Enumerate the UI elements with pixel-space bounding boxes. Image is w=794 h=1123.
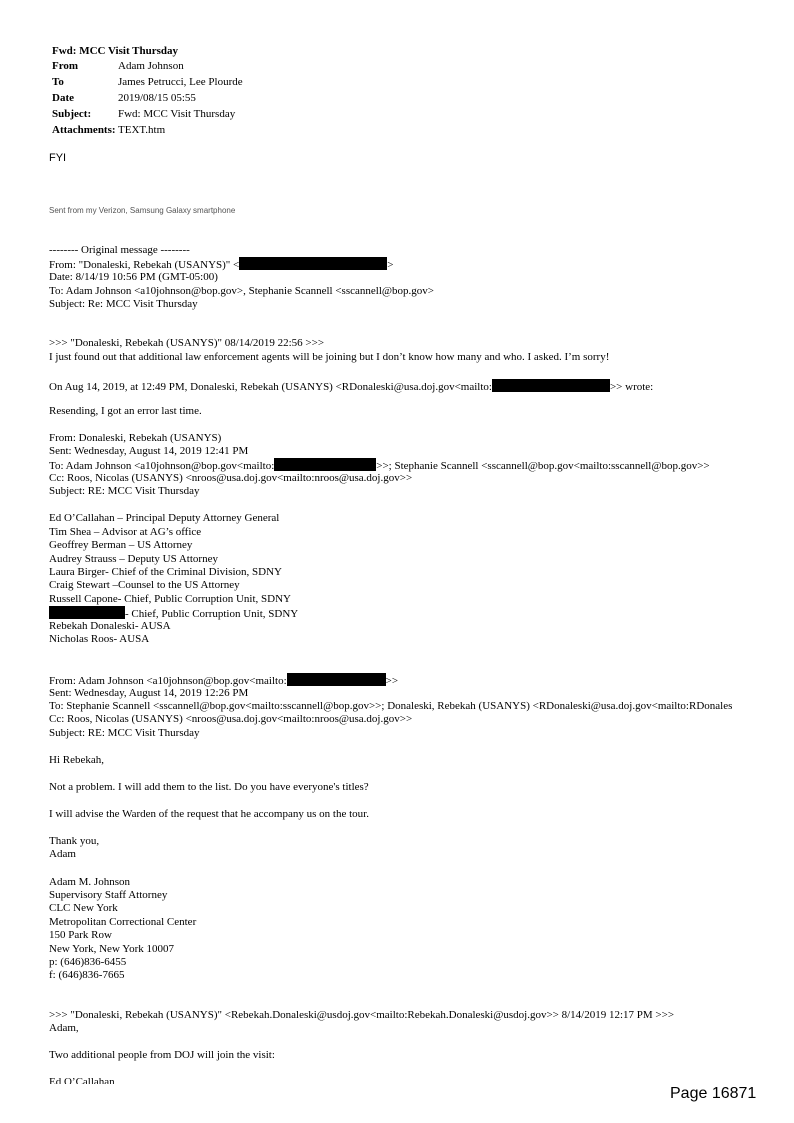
header-key: From [52,60,79,72]
on-aug-pre: On Aug 14, 2019, at 12:49 PM, Donaleski, Rebekah (USANYS) <RDonaleski@usa.doj.gov<mailto: [49,381,492,393]
msg2-subject: Subject: RE: MCC Visit Thursday [49,485,200,497]
quote2-header: >>> "Donaleski, Rebekah (USANYS)" <Rebekah.Donaleski@usdoj.gov<mailto:Rebekah.Donaleski@usdoj.gov>> 8/14/2019 12:17 PM >>> [49,1009,675,1021]
attendee-line: Laura Birger- Chief of the Criminal Division, SDNY [49,566,282,578]
orig-from-post: > [387,259,394,271]
orig-subject-line: Subject: Re: MCC Visit Thursday [49,298,198,310]
signature-line: CLC New York [49,902,118,914]
attendee-line: Ed O’Callahan – Principal Deputy Attorney General [49,512,280,524]
msg3-from-post: >> [385,675,399,687]
attendee-redacted-suffix: - Chief, Public Corruption Unit, SDNY [125,608,299,620]
header-row-to [52,76,243,92]
header-value: Fwd: MCC Visit Thursday [118,108,236,120]
page-number: Page 16871 [670,1085,757,1102]
orig-from-line [49,257,393,271]
msg2-to-line [49,458,710,472]
msg2-to-post: >>; Stephanie Scannell <sscannell@bop.gov<mailto:sscannell@bop.gov>> [376,460,710,472]
header-value: Adam Johnson [118,60,184,72]
quote2-cut-line: Ed O’Callahan [49,1076,115,1084]
paragraph-1: Not a problem. I will add them to the list. Do you have everyone's titles? [49,781,369,793]
paragraph-2: I will advise the Warden of the request that he accompany us on the tour. [49,808,369,820]
attendee-line: Craig Stewart –Counsel to the US Attorney [49,579,240,591]
signature-line: Metropolitan Correctional Center [49,916,197,928]
greeting: Hi Rebekah, [49,754,104,766]
attendee-line: Nicholas Roos- AUSA [49,633,150,645]
attendee-line: Tim Shea – Advisor at AG’s office [49,526,202,538]
msg3-cc: Cc: Roos, Nicolas (USANYS) <nroos@usa.doj.gov<mailto:nroos@usa.doj.gov>> [49,713,413,725]
msg3-from-line [49,673,398,687]
original-message-marker: -------- Original message -------- [49,244,190,256]
sign-name: Adam [49,848,76,860]
redaction-box [274,458,376,471]
orig-date-line: Date: 8/14/19 10:56 PM (GMT-05:00) [49,271,218,283]
header-value: James Petrucci, Lee Plourde [118,76,243,88]
msg2-to-pre: To: Adam Johnson <a10johnson@bop.gov<mailto: [49,460,275,472]
orig-to-line: To: Adam Johnson <a10johnson@bop.gov>, Stephanie Scannell <sscannell@bop.gov> [49,285,434,297]
orig-from-pre: From: "Donaleski, Rebekah (USANYS)" < [49,259,240,271]
attendee-line: Rebekah Donaleski- AUSA [49,620,171,632]
signature-line: New York, New York 10007 [49,943,174,955]
attendee-line: Geoffrey Berman – US Attorney [49,539,193,551]
redaction-box [49,606,125,619]
fyi-text: FYI [49,152,67,164]
header-row-attachments [52,124,243,140]
redaction-box [239,257,387,270]
quote2-text: Two additional people from DOJ will join the visit: [49,1049,275,1061]
header-key: Date [52,92,74,104]
sent-from-text: Sent from my Verizon, Samsung Galaxy smartphone [49,206,236,215]
msg3-from-pre: From: Adam Johnson <a10johnson@bop.gov<mailto: [49,675,287,687]
signature-line: 150 Park Row [49,929,112,941]
redaction-box [492,379,610,392]
redaction-box [287,673,386,686]
on-aug-line [49,379,653,393]
header-key: Attachments: [52,124,116,136]
header-key: Subject: [52,108,92,120]
msg2-sent: Sent: Wednesday, August 14, 2019 12:41 PM [49,445,249,457]
msg3-to: To: Stephanie Scannell <sscannell@bop.gov<mailto:sscannell@bop.gov>>; Donaleski, Rebekah (USANYS) <RDonaleski@usa.doj.gov<mailto:RDonales [49,700,733,712]
header-row-from [52,60,243,76]
header-key: To [52,76,64,88]
signature-line: p: (646)836-6455 [49,956,127,968]
thanks: Thank you, [49,835,100,847]
resending-text: Resending, I got an error last time. [49,405,202,417]
msg3-subject: Subject: RE: MCC Visit Thursday [49,727,200,739]
on-aug-post: >> wrote: [609,381,654,393]
signature-line: Supervisory Staff Attorney [49,889,168,901]
attendee-line: Russell Capone- Chief, Public Corruption Unit, SDNY [49,593,291,605]
msg2-from: From: Donaleski, Rebekah (USANYS) [49,432,222,444]
quote1-text: I just found out that additional law enforcement agents will be joining but I don’t know how many and who. I asked. I’m sorry! [49,351,610,363]
email-header-title: Fwd: MCC Visit Thursday [52,45,179,57]
email-header-table [52,60,243,140]
header-row-date [52,92,243,108]
quote1-header: >>> "Donaleski, Rebekah (USANYS)" 08/14/2019 22:56 >>> [49,337,325,349]
header-row-subject [52,108,243,124]
header-value: TEXT.htm [118,124,166,136]
msg3-sent: Sent: Wednesday, August 14, 2019 12:26 PM [49,687,249,699]
header-value: 2019/08/15 05:55 [118,92,196,104]
signature-line: Adam M. Johnson [49,876,130,888]
attendee-line: Audrey Strauss – Deputy US Attorney [49,553,218,565]
msg2-cc: Cc: Roos, Nicolas (USANYS) <nroos@usa.doj.gov<mailto:nroos@usa.doj.gov>> [49,472,413,484]
signature-line: f: (646)836-7665 [49,969,125,981]
quote2-greeting: Adam, [49,1022,79,1034]
attendee-line-redacted [49,606,298,620]
